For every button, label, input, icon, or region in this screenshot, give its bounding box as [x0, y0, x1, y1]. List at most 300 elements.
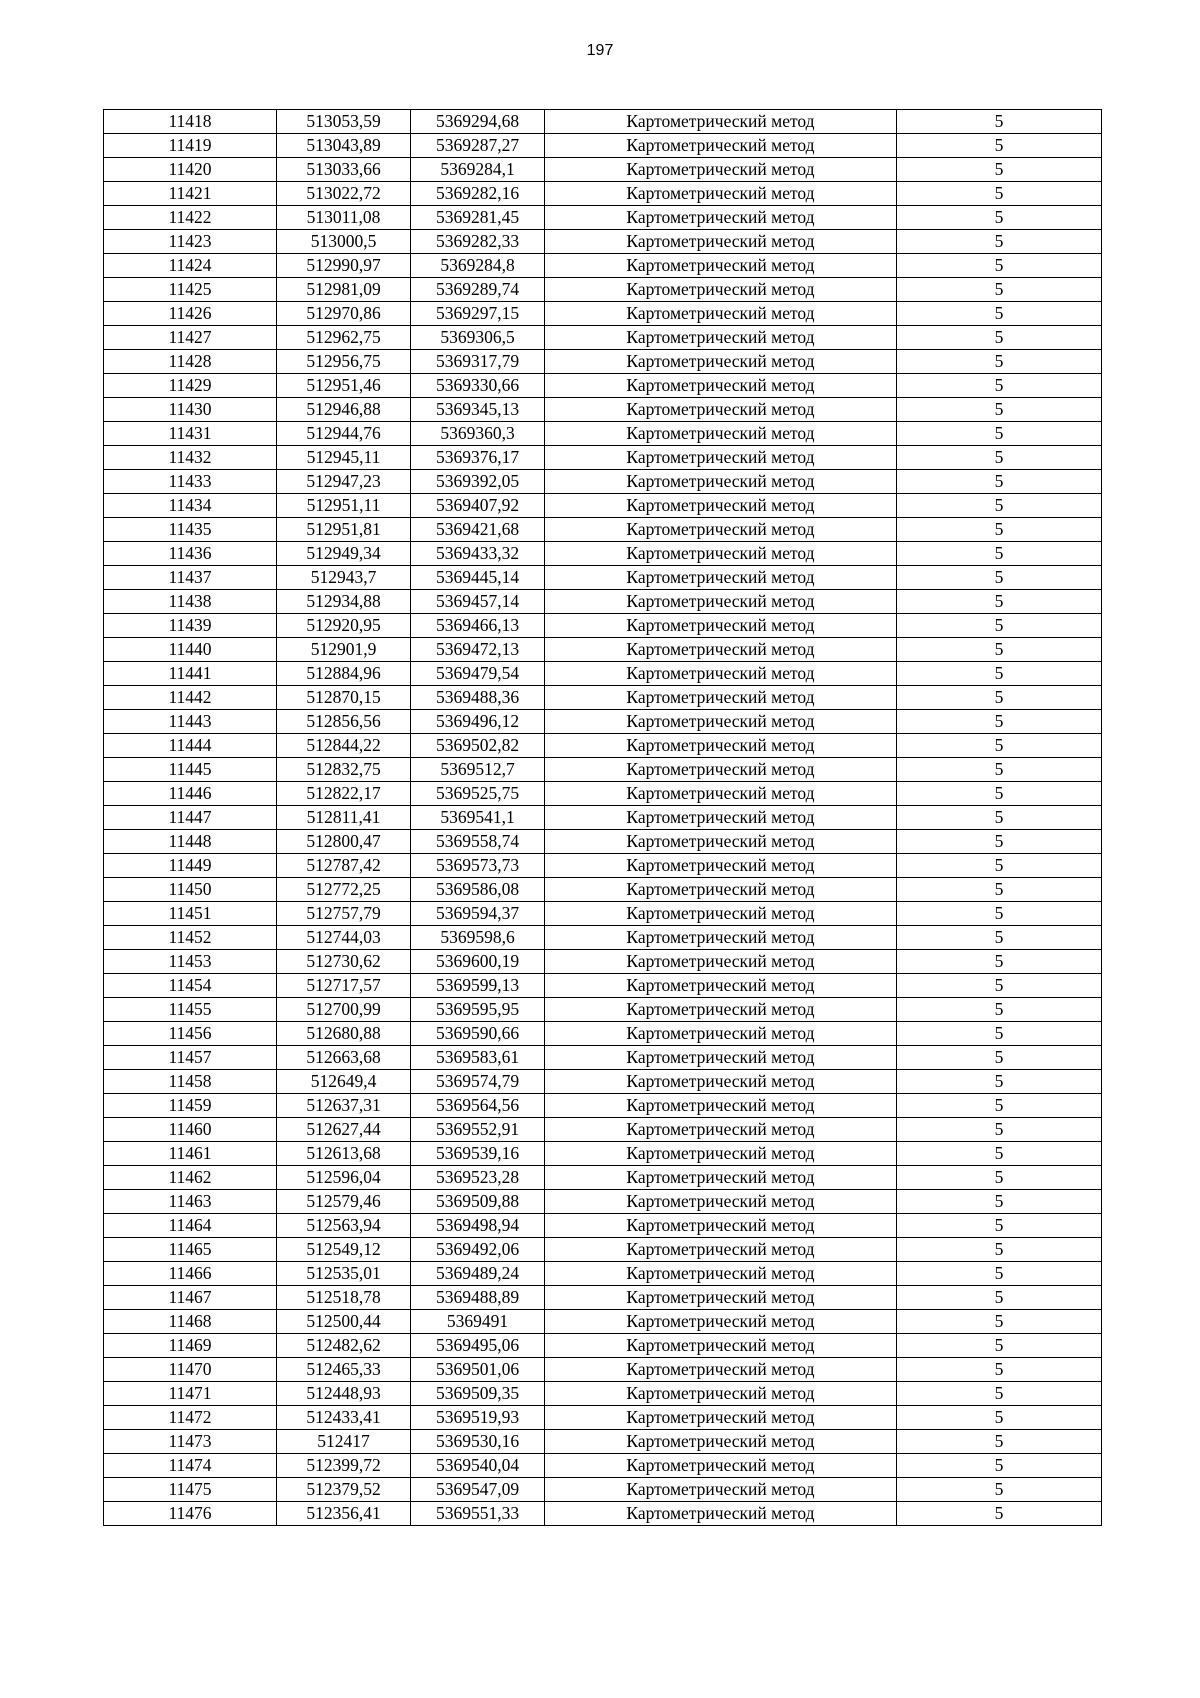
- table-row: [104, 950, 1102, 974]
- point-number-cell: 11469: [104, 1334, 277, 1358]
- method-cell: Картометрический метод: [545, 158, 897, 182]
- accuracy-cell: 5: [897, 662, 1102, 686]
- x-coordinate-cell: 512549,12: [277, 1238, 411, 1262]
- table-row: [104, 1334, 1102, 1358]
- point-number-cell: 11457: [104, 1046, 277, 1070]
- point-number-cell: 11474: [104, 1454, 277, 1478]
- table-row: [104, 1118, 1102, 1142]
- method-cell: Картометрический метод: [545, 1214, 897, 1238]
- point-number-cell: 11425: [104, 278, 277, 302]
- x-coordinate-cell: 512680,88: [277, 1022, 411, 1046]
- point-number-cell: 11475: [104, 1478, 277, 1502]
- x-coordinate-cell: 512951,11: [277, 494, 411, 518]
- x-coordinate-cell: 512613,68: [277, 1142, 411, 1166]
- accuracy-cell: 5: [897, 926, 1102, 950]
- x-coordinate-cell: 513053,59: [277, 110, 411, 134]
- y-coordinate-cell: 5369297,15: [411, 302, 545, 326]
- table-row: [104, 494, 1102, 518]
- accuracy-cell: 5: [897, 902, 1102, 926]
- x-coordinate-cell: 512920,95: [277, 614, 411, 638]
- method-cell: Картометрический метод: [545, 1022, 897, 1046]
- method-cell: Картометрический метод: [545, 686, 897, 710]
- point-number-cell: 11458: [104, 1070, 277, 1094]
- table-row: [104, 830, 1102, 854]
- accuracy-cell: 5: [897, 254, 1102, 278]
- x-coordinate-cell: 512981,09: [277, 278, 411, 302]
- table-row: [104, 134, 1102, 158]
- x-coordinate-cell: 512563,94: [277, 1214, 411, 1238]
- x-coordinate-cell: 513011,08: [277, 206, 411, 230]
- accuracy-cell: 5: [897, 566, 1102, 590]
- accuracy-cell: 5: [897, 1502, 1102, 1526]
- method-cell: Картометрический метод: [545, 614, 897, 638]
- y-coordinate-cell: 5369445,14: [411, 566, 545, 590]
- x-coordinate-cell: 512500,44: [277, 1310, 411, 1334]
- table-row: [104, 1310, 1102, 1334]
- point-number-cell: 11459: [104, 1094, 277, 1118]
- accuracy-cell: 5: [897, 878, 1102, 902]
- method-cell: Картометрический метод: [545, 278, 897, 302]
- method-cell: Картометрический метод: [545, 230, 897, 254]
- point-number-cell: 11455: [104, 998, 277, 1022]
- x-coordinate-cell: 512700,99: [277, 998, 411, 1022]
- y-coordinate-cell: 5369498,94: [411, 1214, 545, 1238]
- accuracy-cell: 5: [897, 1310, 1102, 1334]
- x-coordinate-cell: 513000,5: [277, 230, 411, 254]
- table-row: [104, 854, 1102, 878]
- table-row: [104, 374, 1102, 398]
- method-cell: Картометрический метод: [545, 1046, 897, 1070]
- point-number-cell: 11467: [104, 1286, 277, 1310]
- point-number-cell: 11431: [104, 422, 277, 446]
- x-coordinate-cell: 512951,81: [277, 518, 411, 542]
- y-coordinate-cell: 5369466,13: [411, 614, 545, 638]
- method-cell: Картометрический метод: [545, 758, 897, 782]
- accuracy-cell: 5: [897, 758, 1102, 782]
- point-number-cell: 11432: [104, 446, 277, 470]
- method-cell: Картометрический метод: [545, 1070, 897, 1094]
- point-number-cell: 11465: [104, 1238, 277, 1262]
- point-number-cell: 11464: [104, 1214, 277, 1238]
- table-row: [104, 566, 1102, 590]
- accuracy-cell: 5: [897, 1142, 1102, 1166]
- x-coordinate-cell: 512637,31: [277, 1094, 411, 1118]
- x-coordinate-cell: 512596,04: [277, 1166, 411, 1190]
- method-cell: Картометрический метод: [545, 590, 897, 614]
- table-row: [104, 1286, 1102, 1310]
- table-row: [104, 638, 1102, 662]
- x-coordinate-cell: 512417: [277, 1430, 411, 1454]
- x-coordinate-cell: 512844,22: [277, 734, 411, 758]
- y-coordinate-cell: 5369590,66: [411, 1022, 545, 1046]
- method-cell: Картометрический метод: [545, 878, 897, 902]
- y-coordinate-cell: 5369539,16: [411, 1142, 545, 1166]
- point-number-cell: 11452: [104, 926, 277, 950]
- y-coordinate-cell: 5369489,24: [411, 1262, 545, 1286]
- x-coordinate-cell: 513043,89: [277, 134, 411, 158]
- y-coordinate-cell: 5369594,37: [411, 902, 545, 926]
- point-number-cell: 11427: [104, 326, 277, 350]
- accuracy-cell: 5: [897, 998, 1102, 1022]
- x-coordinate-cell: 512800,47: [277, 830, 411, 854]
- method-cell: Картометрический метод: [545, 1334, 897, 1358]
- method-cell: Картометрический метод: [545, 206, 897, 230]
- y-coordinate-cell: 5369294,68: [411, 110, 545, 134]
- x-coordinate-cell: 512962,75: [277, 326, 411, 350]
- table-row: [104, 278, 1102, 302]
- x-coordinate-cell: 513022,72: [277, 182, 411, 206]
- accuracy-cell: 5: [897, 590, 1102, 614]
- x-coordinate-cell: 512730,62: [277, 950, 411, 974]
- accuracy-cell: 5: [897, 134, 1102, 158]
- x-coordinate-cell: 512990,97: [277, 254, 411, 278]
- y-coordinate-cell: 5369289,74: [411, 278, 545, 302]
- accuracy-cell: 5: [897, 278, 1102, 302]
- accuracy-cell: 5: [897, 518, 1102, 542]
- point-number-cell: 11466: [104, 1262, 277, 1286]
- point-number-cell: 11448: [104, 830, 277, 854]
- table-row: [104, 1502, 1102, 1526]
- point-number-cell: 11428: [104, 350, 277, 374]
- y-coordinate-cell: 5369509,35: [411, 1382, 545, 1406]
- x-coordinate-cell: 512943,7: [277, 566, 411, 590]
- table-row: [104, 614, 1102, 638]
- method-cell: Картометрический метод: [545, 350, 897, 374]
- point-number-cell: 11442: [104, 686, 277, 710]
- x-coordinate-cell: 512627,44: [277, 1118, 411, 1142]
- method-cell: Картометрический метод: [545, 1406, 897, 1430]
- x-coordinate-cell: 512399,72: [277, 1454, 411, 1478]
- point-number-cell: 11451: [104, 902, 277, 926]
- accuracy-cell: 5: [897, 1358, 1102, 1382]
- y-coordinate-cell: 5369547,09: [411, 1478, 545, 1502]
- x-coordinate-cell: 512811,41: [277, 806, 411, 830]
- method-cell: Картометрический метод: [545, 494, 897, 518]
- accuracy-cell: 5: [897, 158, 1102, 182]
- x-coordinate-cell: 512579,46: [277, 1190, 411, 1214]
- x-coordinate-cell: 512772,25: [277, 878, 411, 902]
- table-row: [104, 1190, 1102, 1214]
- table-row: [104, 230, 1102, 254]
- table-row: [104, 1022, 1102, 1046]
- y-coordinate-cell: 5369564,56: [411, 1094, 545, 1118]
- y-coordinate-cell: 5369573,73: [411, 854, 545, 878]
- table-row: [104, 326, 1102, 350]
- x-coordinate-cell: 512856,56: [277, 710, 411, 734]
- x-coordinate-cell: 512956,75: [277, 350, 411, 374]
- accuracy-cell: 5: [897, 374, 1102, 398]
- point-number-cell: 11426: [104, 302, 277, 326]
- accuracy-cell: 5: [897, 1070, 1102, 1094]
- accuracy-cell: 5: [897, 830, 1102, 854]
- table-row: [104, 710, 1102, 734]
- accuracy-cell: 5: [897, 1190, 1102, 1214]
- point-number-cell: 11460: [104, 1118, 277, 1142]
- x-coordinate-cell: 512832,75: [277, 758, 411, 782]
- point-number-cell: 11468: [104, 1310, 277, 1334]
- y-coordinate-cell: 5369519,93: [411, 1406, 545, 1430]
- table-row: [104, 1070, 1102, 1094]
- y-coordinate-cell: 5369488,89: [411, 1286, 545, 1310]
- x-coordinate-cell: 513033,66: [277, 158, 411, 182]
- x-coordinate-cell: 512482,62: [277, 1334, 411, 1358]
- method-cell: Картометрический метод: [545, 1166, 897, 1190]
- method-cell: Картометрический метод: [545, 422, 897, 446]
- point-number-cell: 11434: [104, 494, 277, 518]
- table-row: [104, 1358, 1102, 1382]
- method-cell: Картометрический метод: [545, 854, 897, 878]
- y-coordinate-cell: 5369501,06: [411, 1358, 545, 1382]
- method-cell: Картометрический метод: [545, 1358, 897, 1382]
- point-number-cell: 11418: [104, 110, 277, 134]
- y-coordinate-cell: 5369360,3: [411, 422, 545, 446]
- y-coordinate-cell: 5369491: [411, 1310, 545, 1334]
- accuracy-cell: 5: [897, 110, 1102, 134]
- page-number: 197: [586, 42, 614, 59]
- x-coordinate-cell: 512787,42: [277, 854, 411, 878]
- x-coordinate-cell: 512884,96: [277, 662, 411, 686]
- x-coordinate-cell: 512870,15: [277, 686, 411, 710]
- y-coordinate-cell: 5369287,27: [411, 134, 545, 158]
- accuracy-cell: 5: [897, 806, 1102, 830]
- accuracy-cell: 5: [897, 1478, 1102, 1502]
- y-coordinate-cell: 5369345,13: [411, 398, 545, 422]
- point-number-cell: 11435: [104, 518, 277, 542]
- method-cell: Картометрический метод: [545, 134, 897, 158]
- accuracy-cell: 5: [897, 686, 1102, 710]
- y-coordinate-cell: 5369392,05: [411, 470, 545, 494]
- method-cell: Картометрический метод: [545, 998, 897, 1022]
- x-coordinate-cell: 512465,33: [277, 1358, 411, 1382]
- y-coordinate-cell: 5369492,06: [411, 1238, 545, 1262]
- method-cell: Картометрический метод: [545, 950, 897, 974]
- accuracy-cell: 5: [897, 350, 1102, 374]
- method-cell: Картометрический метод: [545, 470, 897, 494]
- accuracy-cell: 5: [897, 542, 1102, 566]
- y-coordinate-cell: 5369541,1: [411, 806, 545, 830]
- y-coordinate-cell: 5369512,7: [411, 758, 545, 782]
- table-row: [104, 734, 1102, 758]
- x-coordinate-cell: 512518,78: [277, 1286, 411, 1310]
- table-row: [104, 110, 1102, 134]
- table-row: [104, 542, 1102, 566]
- accuracy-cell: 5: [897, 974, 1102, 998]
- accuracy-cell: 5: [897, 1118, 1102, 1142]
- point-number-cell: 11438: [104, 590, 277, 614]
- point-number-cell: 11444: [104, 734, 277, 758]
- method-cell: Картометрический метод: [545, 398, 897, 422]
- y-coordinate-cell: 5369574,79: [411, 1070, 545, 1094]
- x-coordinate-cell: 512946,88: [277, 398, 411, 422]
- y-coordinate-cell: 5369598,6: [411, 926, 545, 950]
- accuracy-cell: 5: [897, 1094, 1102, 1118]
- point-number-cell: 11423: [104, 230, 277, 254]
- point-number-cell: 11456: [104, 1022, 277, 1046]
- point-number-cell: 11437: [104, 566, 277, 590]
- method-cell: Картометрический метод: [545, 902, 897, 926]
- method-cell: Картометрический метод: [545, 254, 897, 278]
- x-coordinate-cell: 512448,93: [277, 1382, 411, 1406]
- point-number-cell: 11447: [104, 806, 277, 830]
- coordinates-table: [103, 109, 1102, 1526]
- point-number-cell: 11449: [104, 854, 277, 878]
- table-row: [104, 1406, 1102, 1430]
- method-cell: Картометрический метод: [545, 1430, 897, 1454]
- table-row: [104, 758, 1102, 782]
- table-row: [104, 1262, 1102, 1286]
- table-row: [104, 398, 1102, 422]
- accuracy-cell: 5: [897, 494, 1102, 518]
- point-number-cell: 11463: [104, 1190, 277, 1214]
- point-number-cell: 11453: [104, 950, 277, 974]
- y-coordinate-cell: 5369552,91: [411, 1118, 545, 1142]
- y-coordinate-cell: 5369284,8: [411, 254, 545, 278]
- accuracy-cell: 5: [897, 1262, 1102, 1286]
- table-row: [104, 446, 1102, 470]
- y-coordinate-cell: 5369282,33: [411, 230, 545, 254]
- table-row: [104, 422, 1102, 446]
- method-cell: Картометрический метод: [545, 374, 897, 398]
- method-cell: Картометрический метод: [545, 926, 897, 950]
- point-number-cell: 11420: [104, 158, 277, 182]
- y-coordinate-cell: 5369281,45: [411, 206, 545, 230]
- y-coordinate-cell: 5369284,1: [411, 158, 545, 182]
- accuracy-cell: 5: [897, 854, 1102, 878]
- method-cell: Картометрический метод: [545, 326, 897, 350]
- accuracy-cell: 5: [897, 1334, 1102, 1358]
- accuracy-cell: 5: [897, 398, 1102, 422]
- point-number-cell: 11419: [104, 134, 277, 158]
- accuracy-cell: 5: [897, 1406, 1102, 1430]
- y-coordinate-cell: 5369496,12: [411, 710, 545, 734]
- table-row: [104, 590, 1102, 614]
- accuracy-cell: 5: [897, 614, 1102, 638]
- method-cell: Картометрический метод: [545, 1286, 897, 1310]
- y-coordinate-cell: 5369495,06: [411, 1334, 545, 1358]
- point-number-cell: 11450: [104, 878, 277, 902]
- accuracy-cell: 5: [897, 446, 1102, 470]
- x-coordinate-cell: 512901,9: [277, 638, 411, 662]
- table-body: [104, 110, 1102, 1526]
- table-row: [104, 806, 1102, 830]
- point-number-cell: 11454: [104, 974, 277, 998]
- table-row: [104, 1046, 1102, 1070]
- y-coordinate-cell: 5369472,13: [411, 638, 545, 662]
- method-cell: Картометрический метод: [545, 806, 897, 830]
- table-row: [104, 926, 1102, 950]
- accuracy-cell: 5: [897, 422, 1102, 446]
- point-number-cell: 11471: [104, 1382, 277, 1406]
- method-cell: Картометрический метод: [545, 1094, 897, 1118]
- method-cell: Картометрический метод: [545, 302, 897, 326]
- x-coordinate-cell: 512744,03: [277, 926, 411, 950]
- table-row: [104, 158, 1102, 182]
- method-cell: Картометрический метод: [545, 1478, 897, 1502]
- y-coordinate-cell: 5369599,13: [411, 974, 545, 998]
- method-cell: Картометрический метод: [545, 1382, 897, 1406]
- accuracy-cell: 5: [897, 638, 1102, 662]
- point-number-cell: 11446: [104, 782, 277, 806]
- y-coordinate-cell: 5369330,66: [411, 374, 545, 398]
- method-cell: Картометрический метод: [545, 1502, 897, 1526]
- y-coordinate-cell: 5369457,14: [411, 590, 545, 614]
- x-coordinate-cell: 512822,17: [277, 782, 411, 806]
- table-row: [104, 302, 1102, 326]
- point-number-cell: 11429: [104, 374, 277, 398]
- table-row: [104, 998, 1102, 1022]
- table-row: [104, 518, 1102, 542]
- accuracy-cell: 5: [897, 206, 1102, 230]
- table-row: [104, 1166, 1102, 1190]
- table-row: [104, 974, 1102, 998]
- x-coordinate-cell: 512535,01: [277, 1262, 411, 1286]
- point-number-cell: 11422: [104, 206, 277, 230]
- point-number-cell: 11473: [104, 1430, 277, 1454]
- table-row: [104, 206, 1102, 230]
- x-coordinate-cell: 512947,23: [277, 470, 411, 494]
- x-coordinate-cell: 512379,52: [277, 1478, 411, 1502]
- accuracy-cell: 5: [897, 230, 1102, 254]
- y-coordinate-cell: 5369540,04: [411, 1454, 545, 1478]
- table-row: [104, 182, 1102, 206]
- y-coordinate-cell: 5369551,33: [411, 1502, 545, 1526]
- point-number-cell: 11421: [104, 182, 277, 206]
- point-number-cell: 11430: [104, 398, 277, 422]
- table-row: [104, 1478, 1102, 1502]
- y-coordinate-cell: 5369317,79: [411, 350, 545, 374]
- method-cell: Картометрический метод: [545, 1118, 897, 1142]
- point-number-cell: 11472: [104, 1406, 277, 1430]
- point-number-cell: 11462: [104, 1166, 277, 1190]
- y-coordinate-cell: 5369407,92: [411, 494, 545, 518]
- accuracy-cell: 5: [897, 1046, 1102, 1070]
- accuracy-cell: 5: [897, 950, 1102, 974]
- x-coordinate-cell: 512757,79: [277, 902, 411, 926]
- point-number-cell: 11436: [104, 542, 277, 566]
- method-cell: Картометрический метод: [545, 1190, 897, 1214]
- method-cell: Картометрический метод: [545, 662, 897, 686]
- point-number-cell: 11476: [104, 1502, 277, 1526]
- method-cell: Картометрический метод: [545, 446, 897, 470]
- x-coordinate-cell: 512949,34: [277, 542, 411, 566]
- table-row: [104, 1142, 1102, 1166]
- point-number-cell: 11443: [104, 710, 277, 734]
- y-coordinate-cell: 5369488,36: [411, 686, 545, 710]
- table-row: [104, 878, 1102, 902]
- method-cell: Картометрический метод: [545, 110, 897, 134]
- x-coordinate-cell: 512945,11: [277, 446, 411, 470]
- x-coordinate-cell: 512970,86: [277, 302, 411, 326]
- table-row: [104, 1094, 1102, 1118]
- point-number-cell: 11439: [104, 614, 277, 638]
- y-coordinate-cell: 5369558,74: [411, 830, 545, 854]
- y-coordinate-cell: 5369530,16: [411, 1430, 545, 1454]
- point-number-cell: 11441: [104, 662, 277, 686]
- method-cell: Картометрический метод: [545, 830, 897, 854]
- method-cell: Картометрический метод: [545, 518, 897, 542]
- table-row: [104, 782, 1102, 806]
- method-cell: Картометрический метод: [545, 710, 897, 734]
- accuracy-cell: 5: [897, 1214, 1102, 1238]
- y-coordinate-cell: 5369282,16: [411, 182, 545, 206]
- x-coordinate-cell: 512433,41: [277, 1406, 411, 1430]
- x-coordinate-cell: 512356,41: [277, 1502, 411, 1526]
- accuracy-cell: 5: [897, 1238, 1102, 1262]
- y-coordinate-cell: 5369421,68: [411, 518, 545, 542]
- point-number-cell: 11440: [104, 638, 277, 662]
- method-cell: Картометрический метод: [545, 974, 897, 998]
- table-row: [104, 350, 1102, 374]
